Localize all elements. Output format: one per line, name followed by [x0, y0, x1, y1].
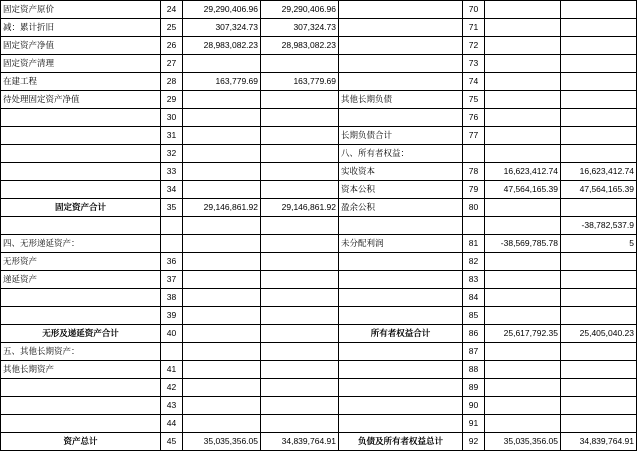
row-left-label[interactable]: [1, 109, 161, 127]
row-right-amount-ending[interactable]: [561, 37, 637, 55]
row-right-label[interactable]: [339, 361, 463, 379]
row-left-line-number[interactable]: 41: [161, 361, 183, 379]
row-left-line-number[interactable]: 30: [161, 109, 183, 127]
row-right-amount-beginning[interactable]: 35,035,356.05: [485, 433, 561, 451]
row-right-line-number[interactable]: 90: [463, 397, 485, 415]
row-left-amount-beginning[interactable]: 307,324.73: [183, 19, 261, 37]
row-right-line-number[interactable]: 82: [463, 253, 485, 271]
row-right-amount-beginning[interactable]: -38,569,785.78: [485, 235, 561, 253]
row-left-amount-beginning[interactable]: [183, 91, 261, 109]
row-right-amount-beginning[interactable]: [485, 343, 561, 361]
row-right-line-number[interactable]: 84: [463, 289, 485, 307]
table-row: [1, 433, 637, 451]
row-left-amount-beginning[interactable]: 28,983,082.23: [183, 37, 261, 55]
row-right-line-number[interactable]: 88: [463, 361, 485, 379]
row-right-amount-beginning[interactable]: [485, 397, 561, 415]
row-right-amount-ending[interactable]: [561, 127, 637, 145]
table-row: [1, 199, 637, 217]
row-left-amount-ending[interactable]: [261, 253, 339, 271]
row-left-amount-ending[interactable]: [261, 163, 339, 181]
table-row: [1, 37, 637, 55]
row-left-label[interactable]: 四、无形递延资产：: [1, 235, 161, 253]
row-left-amount-beginning[interactable]: 29,290,406.96: [183, 1, 261, 19]
row-left-amount-ending[interactable]: [261, 361, 339, 379]
row-left-line-number[interactable]: 26: [161, 37, 183, 55]
row-left-label[interactable]: [1, 127, 161, 145]
row-left-label[interactable]: [1, 145, 161, 163]
row-left-label[interactable]: [1, 181, 161, 199]
table-row: [1, 19, 637, 37]
row-right-amount-ending[interactable]: 25,405,040.23: [561, 325, 637, 343]
row-left-amount-ending[interactable]: [261, 343, 339, 361]
row-left-line-number[interactable]: 25: [161, 19, 183, 37]
row-right-amount-ending[interactable]: 34,839,764.91: [561, 433, 637, 451]
row-left-line-number[interactable]: 28: [161, 73, 183, 91]
row-right-label[interactable]: 未分配利润: [339, 235, 463, 253]
row-left-label[interactable]: 无形资产: [1, 253, 161, 271]
row-left-amount-beginning[interactable]: [183, 361, 261, 379]
row-right-line-number[interactable]: 89: [463, 379, 485, 397]
row-left-amount-ending[interactable]: [261, 109, 339, 127]
row-right-line-number[interactable]: 79: [463, 181, 485, 199]
row-right-line-number[interactable]: 87: [463, 343, 485, 361]
row-right-line-number[interactable]: 71: [463, 19, 485, 37]
table-row: [1, 181, 637, 199]
row-right-amount-beginning[interactable]: [485, 145, 561, 163]
row-right-amount-beginning[interactable]: [485, 91, 561, 109]
row-left-label[interactable]: 待处理固定资产净值: [1, 91, 161, 109]
table-row: [1, 361, 637, 379]
row-left-amount-ending[interactable]: [261, 235, 339, 253]
row-right-label[interactable]: [339, 343, 463, 361]
row-right-amount-beginning[interactable]: [485, 361, 561, 379]
row-left-label[interactable]: 在建工程: [1, 73, 161, 91]
row-right-amount-ending[interactable]: 5: [561, 235, 637, 253]
row-left-line-number[interactable]: 34: [161, 181, 183, 199]
row-right-label[interactable]: [339, 307, 463, 325]
row-left-amount-beginning[interactable]: [183, 325, 261, 343]
row-right-amount-beginning[interactable]: [485, 217, 561, 235]
table-row: [1, 217, 637, 235]
row-right-line-number[interactable]: 92: [463, 433, 485, 451]
table-row: [1, 253, 637, 271]
row-right-line-number[interactable]: 85: [463, 307, 485, 325]
table-row: [1, 379, 637, 397]
row-right-line-number[interactable]: 74: [463, 73, 485, 91]
row-left-amount-ending[interactable]: 34,839,764.91: [261, 433, 339, 451]
row-left-amount-ending[interactable]: 307,324.73: [261, 19, 339, 37]
row-right-line-number[interactable]: 81: [463, 235, 485, 253]
row-left-amount-ending[interactable]: [261, 271, 339, 289]
row-left-amount-ending[interactable]: [261, 91, 339, 109]
table-row: [1, 1, 637, 19]
row-right-amount-beginning[interactable]: 25,617,792.35: [485, 325, 561, 343]
row-left-amount-beginning[interactable]: [183, 181, 261, 199]
row-left-amount-ending[interactable]: [261, 181, 339, 199]
row-right-label[interactable]: 其他长期负债: [339, 91, 463, 109]
row-left-amount-ending[interactable]: 29,290,406.96: [261, 1, 339, 19]
row-left-amount-beginning[interactable]: [183, 55, 261, 73]
row-right-amount-ending[interactable]: [561, 361, 637, 379]
row-left-line-number[interactable]: 45: [161, 433, 183, 451]
table-row: [1, 271, 637, 289]
row-left-amount-beginning[interactable]: 163,779.69: [183, 73, 261, 91]
row-right-amount-beginning[interactable]: [485, 253, 561, 271]
row-right-amount-ending[interactable]: [561, 1, 637, 19]
row-right-amount-beginning[interactable]: [485, 379, 561, 397]
row-right-label[interactable]: [339, 289, 463, 307]
table-body: [1, 1, 637, 451]
row-left-amount-beginning[interactable]: [183, 217, 261, 235]
row-right-label[interactable]: [339, 19, 463, 37]
row-left-amount-ending[interactable]: [261, 145, 339, 163]
table-row: [1, 307, 637, 325]
row-right-amount-ending[interactable]: 47,564,165.39: [561, 181, 637, 199]
table-row: [1, 109, 637, 127]
table-row: [1, 397, 637, 415]
row-left-amount-beginning[interactable]: [183, 253, 261, 271]
row-right-line-number[interactable]: 77: [463, 127, 485, 145]
row-left-line-number[interactable]: 39: [161, 307, 183, 325]
row-left-label[interactable]: 固定资产合计: [1, 199, 161, 217]
row-left-label[interactable]: 减：累计折旧: [1, 19, 161, 37]
row-right-amount-ending[interactable]: [561, 379, 637, 397]
row-left-line-number[interactable]: 38: [161, 289, 183, 307]
row-right-amount-ending[interactable]: [561, 271, 637, 289]
row-right-line-number[interactable]: 73: [463, 55, 485, 73]
row-right-label[interactable]: 实收资本: [339, 163, 463, 181]
row-left-amount-ending[interactable]: [261, 325, 339, 343]
row-right-amount-ending[interactable]: [561, 109, 637, 127]
row-left-amount-beginning[interactable]: [183, 289, 261, 307]
row-right-label[interactable]: [339, 397, 463, 415]
row-left-line-number[interactable]: [161, 235, 183, 253]
row-right-line-number[interactable]: 72: [463, 37, 485, 55]
row-left-amount-beginning[interactable]: [183, 343, 261, 361]
row-left-amount-ending[interactable]: [261, 289, 339, 307]
row-left-amount-beginning[interactable]: [183, 415, 261, 433]
row-left-line-number[interactable]: 32: [161, 145, 183, 163]
table-row: [1, 73, 637, 91]
row-right-label[interactable]: 所有者权益合计: [339, 325, 463, 343]
row-left-label[interactable]: [1, 415, 161, 433]
row-right-line-number[interactable]: 76: [463, 109, 485, 127]
row-right-amount-beginning[interactable]: 47,564,165.39: [485, 181, 561, 199]
table-row: [1, 289, 637, 307]
row-left-line-number[interactable]: 40: [161, 325, 183, 343]
row-right-amount-beginning[interactable]: 16,623,412.74: [485, 163, 561, 181]
row-right-amount-beginning[interactable]: [485, 415, 561, 433]
row-left-line-number[interactable]: [161, 217, 183, 235]
row-right-amount-beginning[interactable]: [485, 127, 561, 145]
table-row: [1, 163, 637, 181]
row-left-amount-beginning[interactable]: [183, 163, 261, 181]
row-left-line-number[interactable]: 31: [161, 127, 183, 145]
row-right-amount-ending[interactable]: [561, 307, 637, 325]
row-left-line-number[interactable]: 44: [161, 415, 183, 433]
row-right-amount-ending[interactable]: [561, 73, 637, 91]
row-right-line-number[interactable]: 78: [463, 163, 485, 181]
row-right-amount-ending[interactable]: [561, 343, 637, 361]
table-row: [1, 235, 637, 253]
row-left-amount-beginning[interactable]: [183, 109, 261, 127]
table-row: [1, 145, 637, 163]
row-right-amount-ending[interactable]: [561, 55, 637, 73]
row-left-amount-ending[interactable]: [261, 379, 339, 397]
row-right-amount-beginning[interactable]: [485, 1, 561, 19]
row-right-line-number[interactable]: [463, 217, 485, 235]
row-left-line-number[interactable]: 42: [161, 379, 183, 397]
row-left-label[interactable]: 递延资产: [1, 271, 161, 289]
row-left-line-number[interactable]: 33: [161, 163, 183, 181]
row-left-label[interactable]: [1, 307, 161, 325]
row-right-amount-ending[interactable]: [561, 415, 637, 433]
row-left-amount-ending[interactable]: [261, 415, 339, 433]
row-right-line-number[interactable]: [463, 145, 485, 163]
row-right-label[interactable]: 长期负债合计: [339, 127, 463, 145]
row-right-label[interactable]: [339, 415, 463, 433]
row-left-amount-ending[interactable]: [261, 397, 339, 415]
row-left-label[interactable]: 固定资产净值: [1, 37, 161, 55]
row-right-label[interactable]: [339, 109, 463, 127]
row-left-amount-ending[interactable]: 29,146,861.92: [261, 199, 339, 217]
row-right-amount-ending[interactable]: [561, 19, 637, 37]
row-right-label[interactable]: [339, 379, 463, 397]
row-left-label[interactable]: 五、其他长期资产：: [1, 343, 161, 361]
row-left-amount-beginning[interactable]: [183, 127, 261, 145]
row-right-amount-beginning[interactable]: [485, 199, 561, 217]
row-right-amount-beginning[interactable]: [485, 55, 561, 73]
row-left-label[interactable]: [1, 397, 161, 415]
row-right-label[interactable]: [339, 271, 463, 289]
row-right-amount-beginning[interactable]: [485, 73, 561, 91]
row-right-amount-beginning[interactable]: [485, 289, 561, 307]
row-left-amount-beginning[interactable]: [183, 271, 261, 289]
row-left-amount-beginning[interactable]: 35,035,356.05: [183, 433, 261, 451]
row-left-label[interactable]: [1, 217, 161, 235]
row-right-amount-beginning[interactable]: [485, 37, 561, 55]
table-row: [1, 127, 637, 145]
row-right-label[interactable]: 资本公积: [339, 181, 463, 199]
row-left-label[interactable]: [1, 289, 161, 307]
row-left-line-number[interactable]: 37: [161, 271, 183, 289]
row-left-label[interactable]: [1, 163, 161, 181]
row-right-label[interactable]: [339, 37, 463, 55]
row-right-amount-ending[interactable]: -38,782,537.9: [561, 217, 637, 235]
row-left-amount-ending[interactable]: [261, 307, 339, 325]
row-right-label[interactable]: 负债及所有者权益总计: [339, 433, 463, 451]
row-right-label[interactable]: [339, 1, 463, 19]
row-left-amount-beginning[interactable]: [183, 235, 261, 253]
row-right-line-number[interactable]: 70: [463, 1, 485, 19]
row-right-line-number[interactable]: 80: [463, 199, 485, 217]
row-left-line-number[interactable]: 29: [161, 91, 183, 109]
table-row: [1, 325, 637, 343]
row-right-amount-beginning[interactable]: [485, 271, 561, 289]
row-left-amount-ending[interactable]: 28,983,082.23: [261, 37, 339, 55]
row-left-line-number[interactable]: 24: [161, 1, 183, 19]
table-row: [1, 91, 637, 109]
row-left-amount-ending[interactable]: [261, 127, 339, 145]
row-right-line-number[interactable]: 91: [463, 415, 485, 433]
row-right-amount-ending[interactable]: [561, 145, 637, 163]
row-left-label[interactable]: 其他长期资产: [1, 361, 161, 379]
row-left-label[interactable]: 固定资产清理: [1, 55, 161, 73]
row-left-amount-beginning[interactable]: [183, 145, 261, 163]
row-left-label[interactable]: [1, 379, 161, 397]
row-left-line-number[interactable]: 27: [161, 55, 183, 73]
row-left-label[interactable]: 资产总计: [1, 433, 161, 451]
row-right-line-number[interactable]: 75: [463, 91, 485, 109]
table-row: [1, 415, 637, 433]
row-left-amount-beginning[interactable]: [183, 397, 261, 415]
row-right-amount-ending[interactable]: [561, 289, 637, 307]
row-right-label[interactable]: [339, 73, 463, 91]
row-left-label[interactable]: 无形及递延资产合计: [1, 325, 161, 343]
row-right-amount-ending[interactable]: [561, 253, 637, 271]
row-right-line-number[interactable]: 86: [463, 325, 485, 343]
row-right-amount-ending[interactable]: [561, 199, 637, 217]
row-left-line-number[interactable]: [161, 343, 183, 361]
row-right-amount-ending[interactable]: [561, 397, 637, 415]
row-left-line-number[interactable]: 35: [161, 199, 183, 217]
row-left-amount-beginning[interactable]: [183, 307, 261, 325]
row-right-amount-ending[interactable]: [561, 91, 637, 109]
row-right-line-number[interactable]: 83: [463, 271, 485, 289]
row-left-amount-beginning[interactable]: [183, 379, 261, 397]
row-right-label[interactable]: [339, 253, 463, 271]
row-right-label[interactable]: 八、所有者权益：: [339, 145, 463, 163]
row-left-amount-beginning[interactable]: 29,146,861.92: [183, 199, 261, 217]
row-right-label[interactable]: [339, 217, 463, 235]
table-row: [1, 343, 637, 361]
row-right-label[interactable]: 盈余公积: [339, 199, 463, 217]
row-left-line-number[interactable]: 43: [161, 397, 183, 415]
row-right-amount-beginning[interactable]: [485, 109, 561, 127]
row-right-amount-beginning[interactable]: [485, 307, 561, 325]
row-left-line-number[interactable]: 36: [161, 253, 183, 271]
row-left-label[interactable]: 固定资产原价: [1, 1, 161, 19]
row-right-amount-ending[interactable]: 16,623,412.74: [561, 163, 637, 181]
row-left-amount-ending[interactable]: [261, 217, 339, 235]
table-row: [1, 55, 637, 73]
row-left-amount-ending[interactable]: 163,779.69: [261, 73, 339, 91]
row-right-amount-beginning[interactable]: [485, 19, 561, 37]
row-right-label[interactable]: [339, 55, 463, 73]
row-left-amount-ending[interactable]: [261, 55, 339, 73]
